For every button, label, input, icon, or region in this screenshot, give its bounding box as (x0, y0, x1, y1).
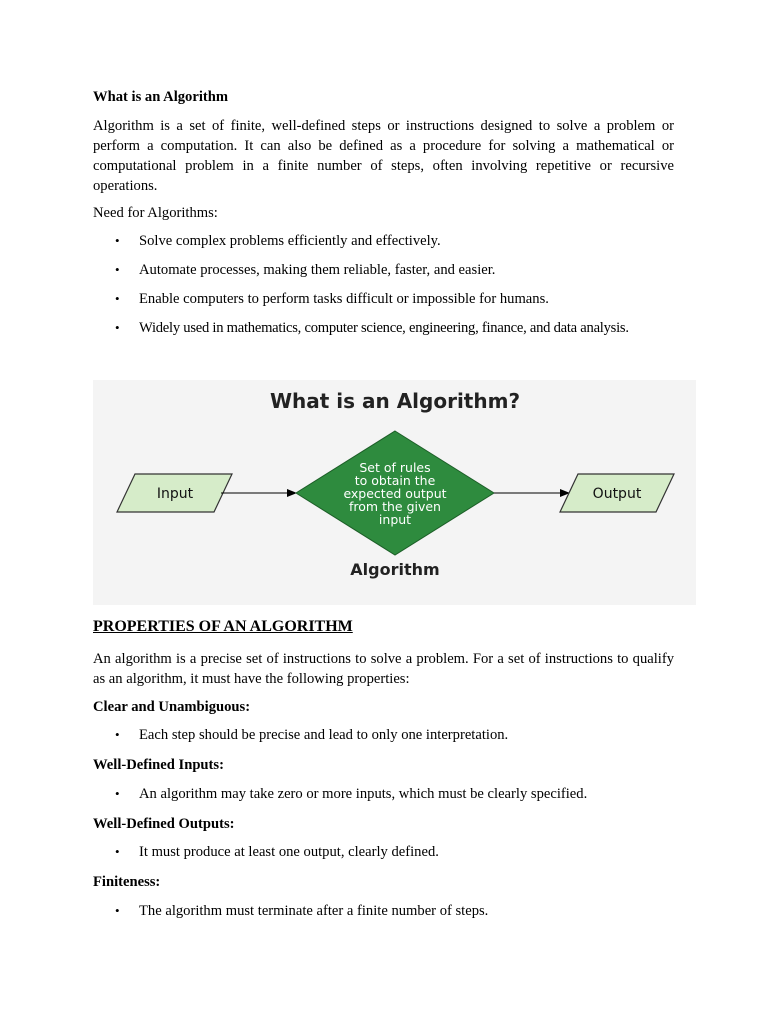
property-name: Well-Defined Inputs: (93, 757, 224, 773)
list-item: • Enable computers to perform tasks difficult or impossible for humans. (93, 289, 693, 309)
property-list (93, 842, 674, 862)
intro-heading: What is an Algorithm (93, 89, 229, 105)
diagram-caption: Algorithm (350, 560, 440, 579)
list-item: • It must produce at least one output, clearly defined. (93, 842, 674, 862)
needs-list (93, 231, 693, 338)
diagram-title: What is an Algorithm? (269, 389, 521, 413)
property-list (93, 901, 674, 921)
properties-intro: An algorithm is a precise set of instructions to solve a problem. For a set of instructions to qualify as an algorithm, it must have the following properties: (93, 651, 674, 687)
list-item: • Automate processes, making them reliable, faster, and easier. (93, 260, 693, 280)
property-name: Finiteness: (93, 874, 161, 890)
diamond-text-line: expected output (343, 486, 447, 501)
output-label: Output (592, 486, 642, 502)
list-item: • Solve complex problems efficiently and effectively. (93, 231, 693, 251)
algorithm-diagram (93, 380, 696, 605)
list-item: • Each step should be precise and lead to only one interpretation. (93, 725, 674, 745)
properties-title: PROPERTIES OF AN ALGORITHM (93, 618, 353, 635)
need-label: Need for Algorithms: (93, 205, 218, 221)
property-name: Well-Defined Outputs: (93, 816, 235, 832)
intro-paragraph: Algorithm is a set of finite, well-defined steps or instructions designed to solve a problem or perform a computation. It can also be defined as a procedure for solving a mathematical or computational problem in a finite number of steps, often involving repetitive or recursive operations. (93, 118, 674, 194)
list-item: • An algorithm may take zero or more inputs, which must be clearly specified. (93, 784, 674, 804)
list-item: • Widely used in mathematics, computer science, engineering, finance, and data analysis. (93, 318, 693, 338)
property-list (93, 784, 674, 804)
property-name: Clear and Unambiguous: (93, 699, 251, 715)
diamond-text-line: from the given (349, 499, 441, 514)
input-label: Input (156, 486, 194, 502)
diamond-text-line: Set of rules (359, 460, 431, 475)
diamond-text-line: input (378, 512, 412, 527)
diamond-text-line: to obtain the (354, 473, 436, 488)
list-item: • The algorithm must terminate after a finite number of steps. (93, 901, 674, 921)
property-list (93, 725, 674, 745)
